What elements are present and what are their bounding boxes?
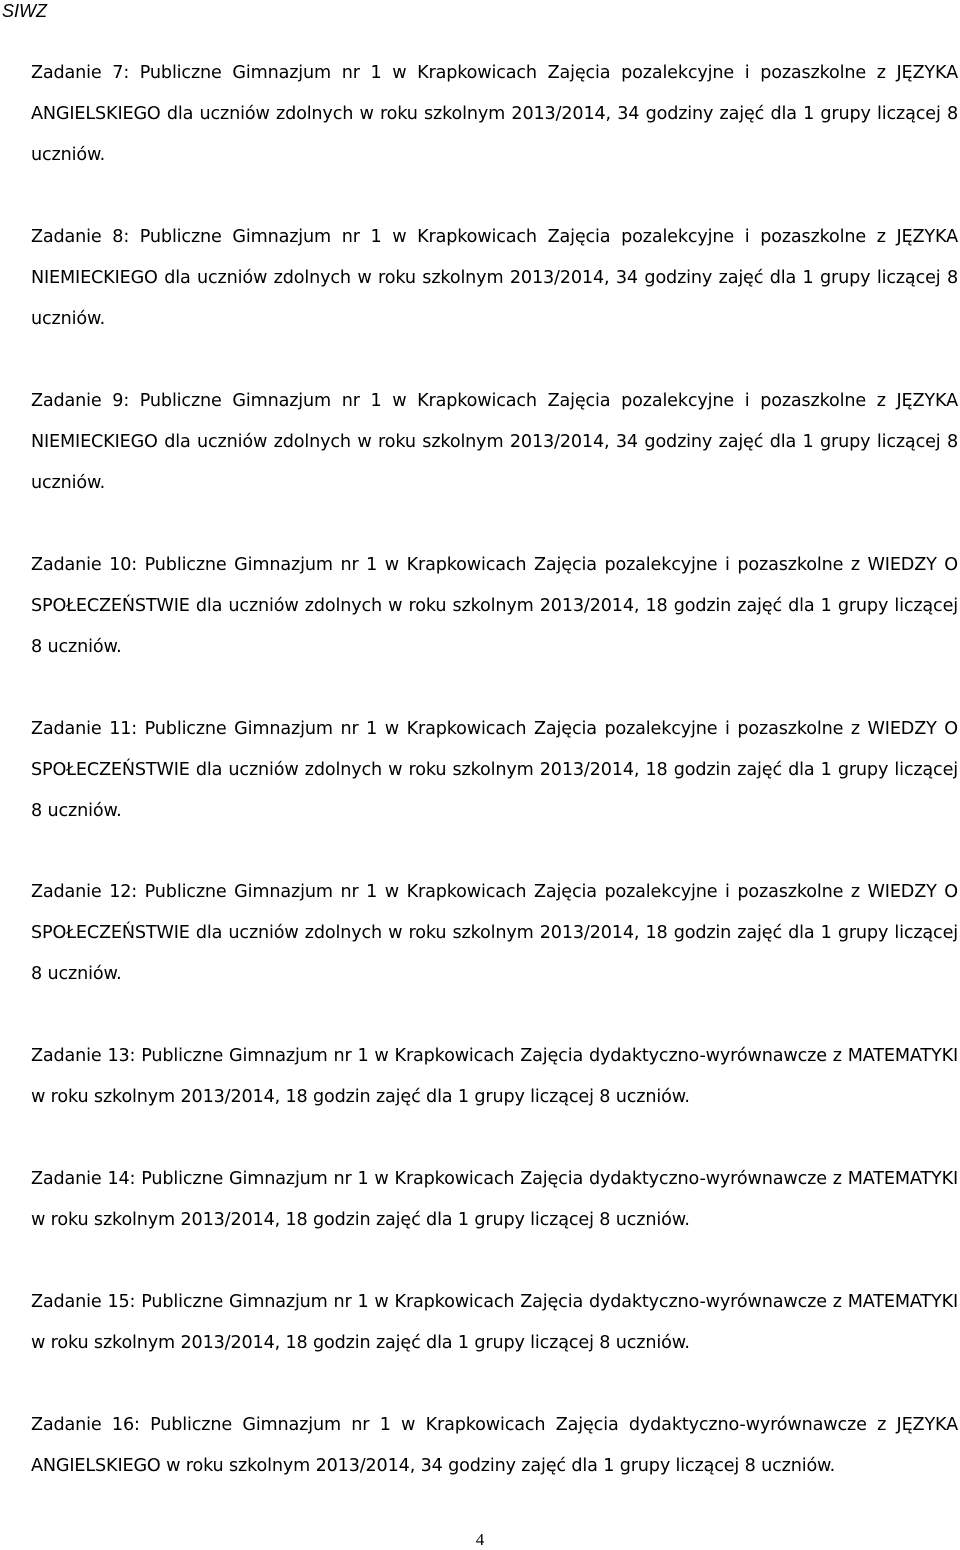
task-paragraph-14: Zadanie 14: Publiczne Gimnazjum nr 1 w Krapkowicach Zajęcia dydaktyczno-wyrównawcze z MATEMATYKI w roku szkolnym 2013/2014, 18 godzin zajęć dla 1 grupy liczącej 8 uczniów. — [31, 1169, 958, 1230]
task-paragraph-11: Zadanie 11: Publiczne Gimnazjum nr 1 w Krapkowicach Zajęcia pozalekcyjne i pozaszkolne z WIEDZY O SPOŁECZEŃSTWIE dla uczniów zdolnych w roku szkolnym 2013/2014, 18 godzin zajęć dla 1 grupy liczącej 8 uczniów. — [31, 719, 958, 821]
document-header: SIWZ — [2, 1, 47, 21]
task-paragraph-7: Zadanie 7: Publiczne Gimnazjum nr 1 w Krapkowicach Zajęcia pozalekcyjne i pozaszkolne z JĘZYKA ANGIELSKIEGO dla uczniów zdolnych w roku szkolnym 2013/2014, 34 godziny zajęć dla 1 grupy liczącej 8 uczniów. — [31, 63, 958, 165]
page-number: 4 — [475, 1530, 485, 1549]
task-paragraph-16: Zadanie 16: Publiczne Gimnazjum nr 1 w Krapkowicach Zajęcia dydaktyczno-wyrównawcze z JĘZYKA ANGIELSKIEGO w roku szkolnym 2013/2014, 34 godziny zajęć dla 1 grupy liczącej 8 uczniów. — [31, 1415, 958, 1476]
task-paragraph-13: Zadanie 13: Publiczne Gimnazjum nr 1 w Krapkowicach Zajęcia dydaktyczno-wyrównawcze z MATEMATYKI w roku szkolnym 2013/2014, 18 godzin zajęć dla 1 grupy liczącej 8 uczniów. — [31, 1046, 958, 1107]
task-paragraph-9: Zadanie 9: Publiczne Gimnazjum nr 1 w Krapkowicach Zajęcia pozalekcyjne i pozaszkolne z JĘZYKA NIEMIECKIEGO dla uczniów zdolnych w roku szkolnym 2013/2014, 34 godziny zajęć dla 1 grupy liczącej 8 uczniów. — [31, 391, 958, 493]
task-paragraph-12: Zadanie 12: Publiczne Gimnazjum nr 1 w Krapkowicach Zajęcia pozalekcyjne i pozaszkolne z WIEDZY O SPOŁECZEŃSTWIE dla uczniów zdolnych w roku szkolnym 2013/2014, 18 godzin zajęć dla 1 grupy liczącej 8 uczniów. — [31, 882, 958, 984]
task-paragraph-8: Zadanie 8: Publiczne Gimnazjum nr 1 w Krapkowicach Zajęcia pozalekcyjne i pozaszkolne z JĘZYKA NIEMIECKIEGO dla uczniów zdolnych w roku szkolnym 2013/2014, 34 godziny zajęć dla 1 grupy liczącej 8 uczniów. — [31, 227, 958, 329]
task-paragraph-15: Zadanie 15: Publiczne Gimnazjum nr 1 w Krapkowicach Zajęcia dydaktyczno-wyrównawcze z MATEMATYKI w roku szkolnym 2013/2014, 18 godzin zajęć dla 1 grupy liczącej 8 uczniów. — [31, 1292, 958, 1353]
task-paragraph-10: Zadanie 10: Publiczne Gimnazjum nr 1 w Krapkowicach Zajęcia pozalekcyjne i pozaszkolne z WIEDZY O SPOŁECZEŃSTWIE dla uczniów zdolnych w roku szkolnym 2013/2014, 18 godzin zajęć dla 1 grupy liczącej 8 uczniów. — [31, 555, 958, 657]
